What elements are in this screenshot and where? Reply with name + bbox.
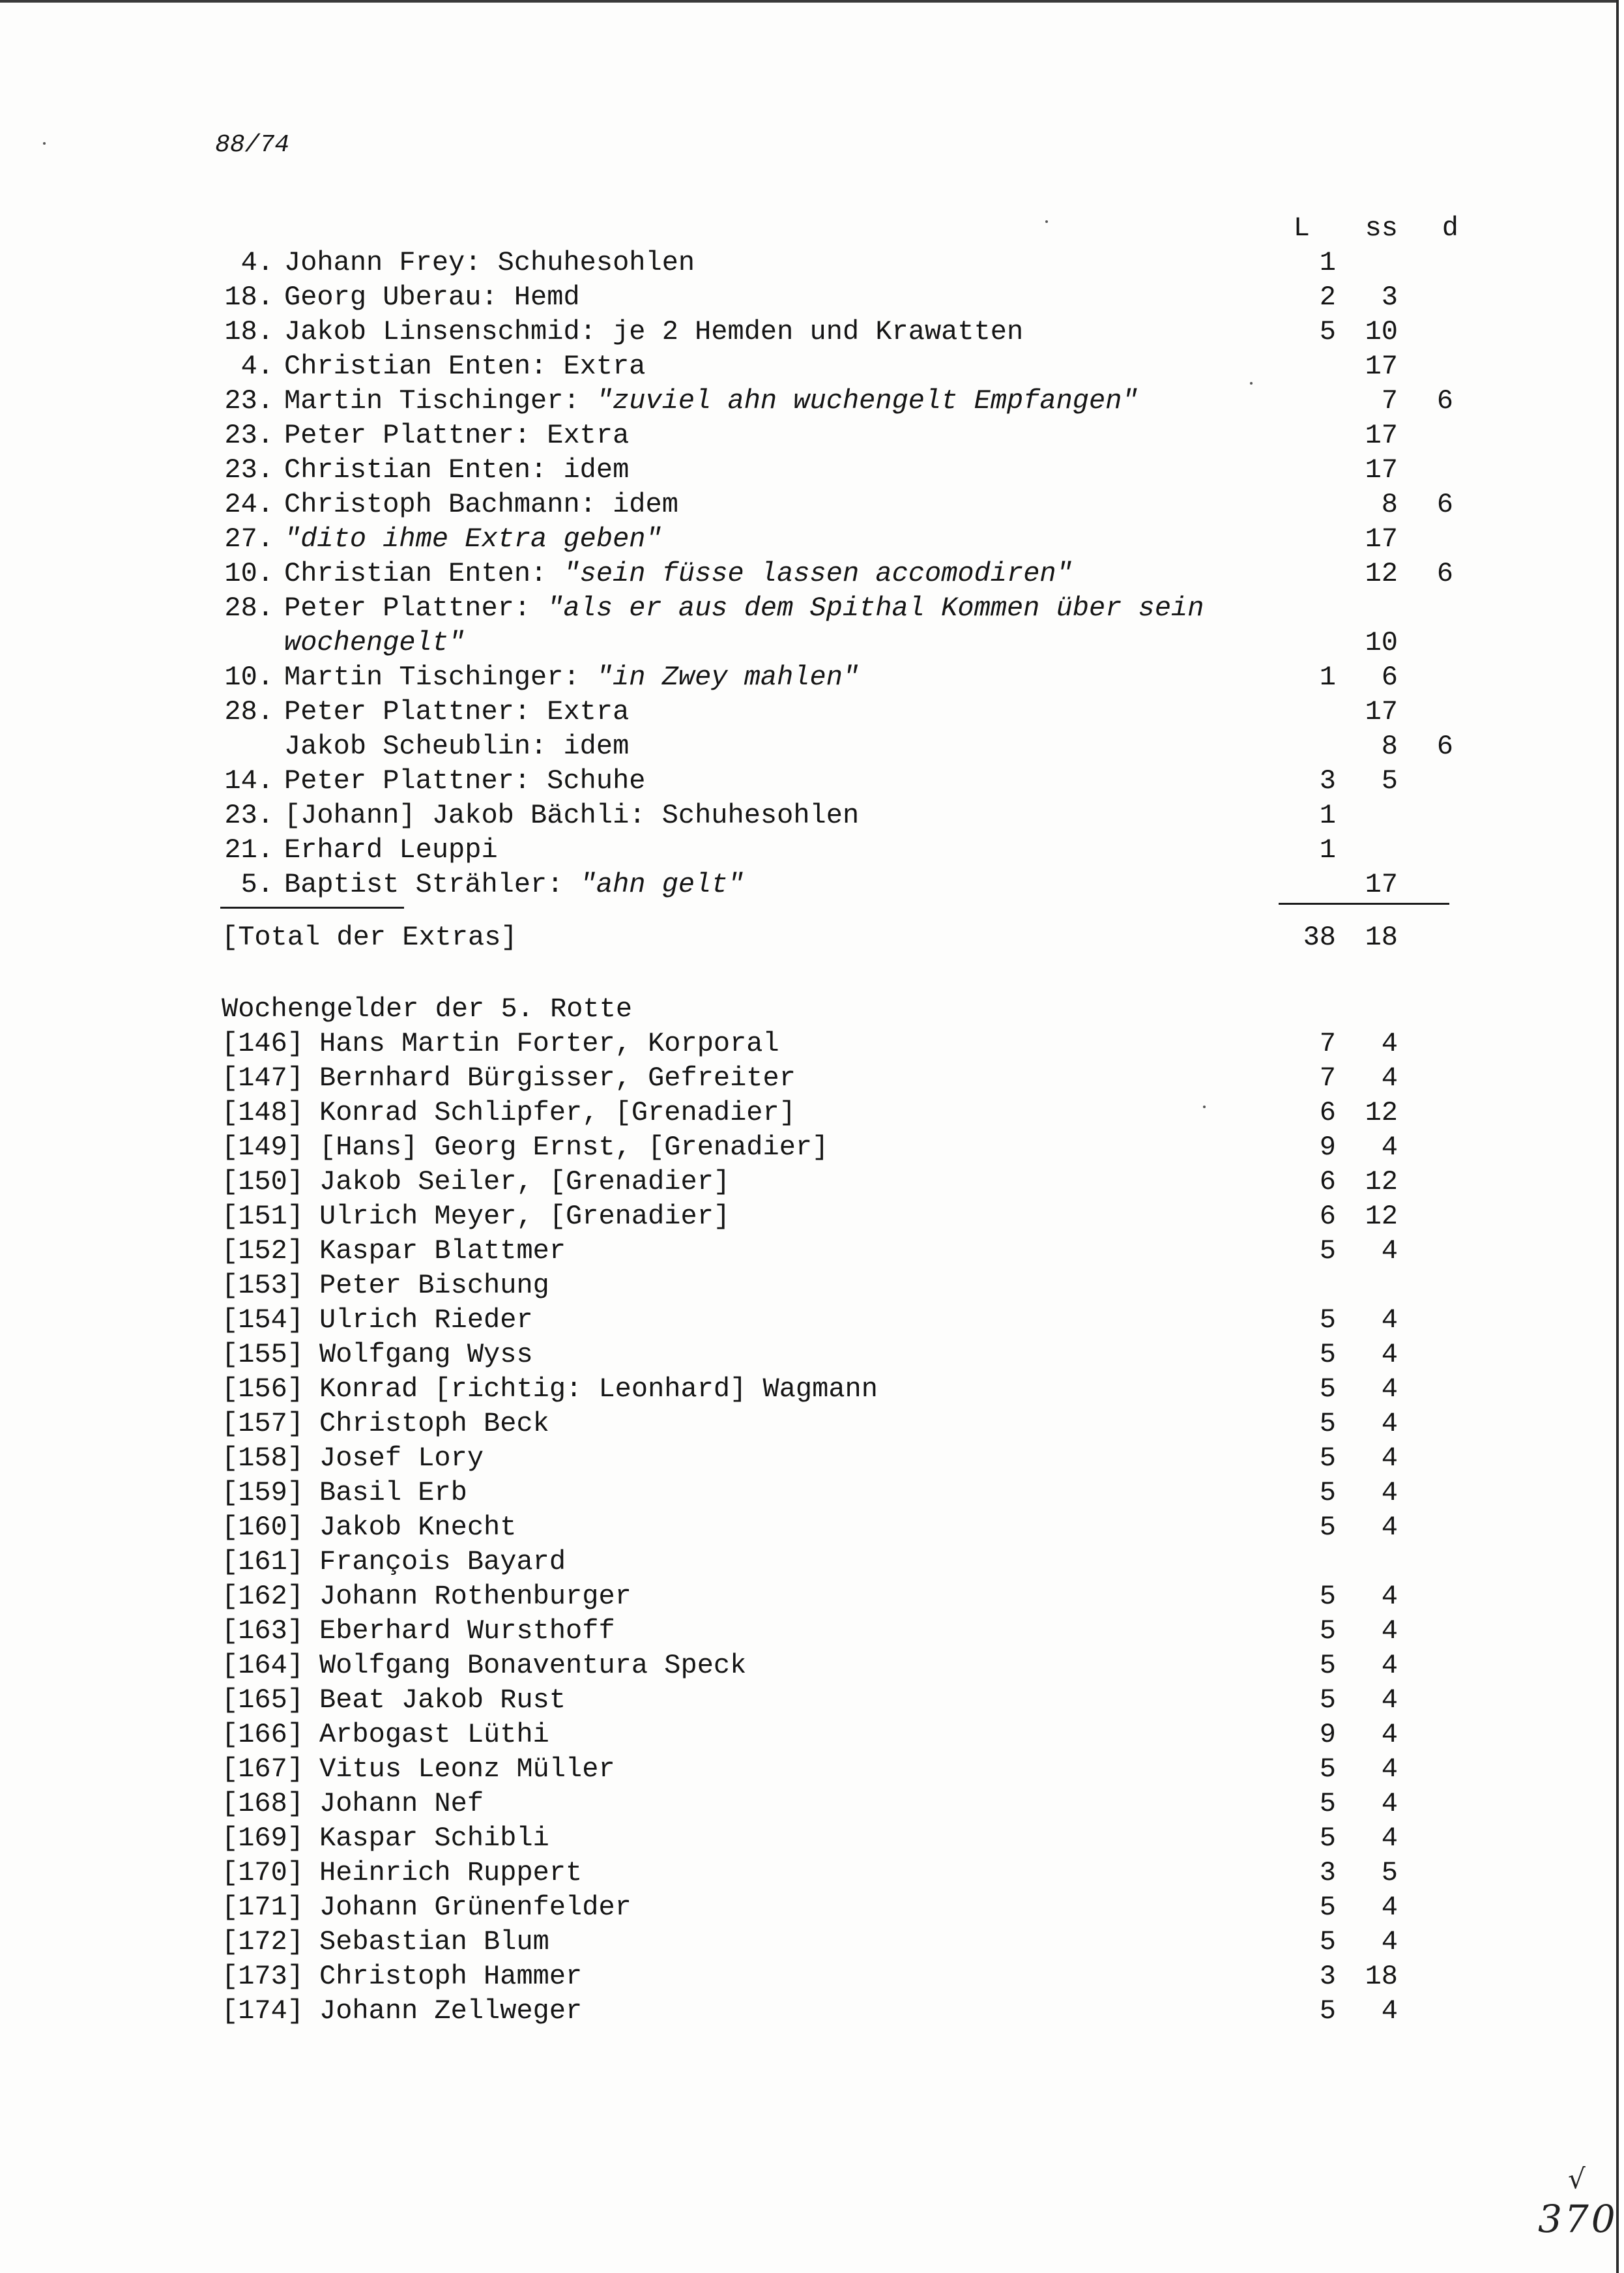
extra-d: 6 [1436,385,1453,417]
weekly-row [0,1545,1616,1579]
weekly-ss: 4 [1381,1304,1398,1336]
weekly-name: Basil Erb [319,1477,467,1508]
weekly-row [0,1856,1616,1890]
weekly-name: François Bayard [319,1546,566,1577]
weekly-row [0,1061,1616,1096]
weekly-number: [163] [222,1615,304,1647]
weekly-l: 5 [1319,1581,1336,1612]
weekly-l: 5 [1319,1684,1336,1716]
extra-day: 23. [224,420,274,451]
weekly-number: [150] [222,1166,304,1197]
weekly-ss: 4 [1381,1373,1398,1405]
extra-row [0,418,1616,453]
extra-text [284,660,859,695]
extra-label: [Johann] Jakob Bächli: Schuhesohlen [284,800,860,831]
weekly-name: Bernhard Bürgisser, Gefreiter [319,1063,796,1094]
weekly-row [0,1510,1616,1545]
top-border [0,0,1616,3]
extra-row [0,453,1616,488]
column-header-ss: ss [1365,213,1398,244]
weekly-heading: Wochengelder der 5. Rotte [222,993,633,1025]
weekly-l: 5 [1319,1339,1336,1370]
weekly-name: Wolfgang Wyss [319,1339,533,1370]
weekly-name: Heinrich Ruppert [319,1857,583,1888]
extra-ss: 6 [1381,662,1398,693]
extra-label: Christian Enten: Extra [284,351,646,382]
weekly-l: 5 [1319,1408,1336,1439]
weekly-l: 5 [1319,1443,1336,1474]
weekly-name: Vitus Leonz Müller [319,1753,615,1785]
extra-day: 28. [224,593,274,624]
extra-text [284,764,646,799]
weekly-ss: 4 [1381,1684,1398,1716]
extra-d: 6 [1436,731,1453,762]
extra-l: 2 [1319,282,1336,313]
weekly-ss: 4 [1381,1753,1398,1785]
weekly-ss: 4 [1381,1443,1398,1474]
weekly-ss: 18 [1365,1961,1398,1992]
extra-text [284,695,629,729]
weekly-row [0,1994,1616,2029]
weekly-name: [Hans] Georg Ernst, [Grenadier] [319,1132,829,1163]
extra-label: Martin Tischinger: [284,662,596,693]
extra-text [284,280,580,315]
weekly-ss: 4 [1381,1408,1398,1439]
extra-text [284,384,1138,418]
weekly-row [0,1959,1616,1994]
extra-text [284,522,662,557]
extra-label: Georg Uberau: Hemd [284,282,580,313]
weekly-ss: 4 [1381,1028,1398,1059]
extra-day: 5. [240,869,274,900]
extra-quote: "in Zwey mahlen" [596,662,860,693]
weekly-ss: 4 [1381,1581,1398,1612]
extra-ss: 5 [1381,765,1398,797]
weekly-number: [159] [222,1477,304,1508]
weekly-row [0,1303,1616,1338]
weekly-row [0,1338,1616,1372]
extra-text [284,833,498,868]
weekly-l: 7 [1319,1028,1336,1059]
weekly-name: Johann Zellweger [319,1995,583,2027]
weekly-ss: 4 [1381,1235,1398,1267]
extra-day: 27. [224,523,274,555]
extra-label: Peter Plattner: Schuhe [284,765,646,797]
extra-row [0,764,1616,799]
weekly-number: [154] [222,1304,304,1336]
extra-label: Erhard Leuppi [284,834,498,866]
extra-text [284,591,1204,626]
weekly-name: Ulrich Rieder [319,1304,533,1336]
weekly-row [0,1130,1616,1165]
extra-d: 6 [1436,558,1453,589]
weekly-number: [164] [222,1650,304,1681]
extra-ss: 17 [1365,351,1398,382]
weekly-number: [149] [222,1132,304,1163]
weekly-row [0,1683,1616,1718]
weekly-name: Peter Bischung [319,1270,549,1301]
weekly-ss: 4 [1381,1339,1398,1370]
extra-label: Johann Frey: Schuhesohlen [284,247,695,278]
weekly-row [0,1234,1616,1268]
extra-text [284,315,1023,349]
extra-text [284,418,629,453]
extra-label: Martin Tischinger: [284,385,596,417]
weekly-number: [172] [222,1926,304,1958]
weekly-ss: 12 [1365,1097,1398,1128]
weekly-ss: 4 [1381,1719,1398,1750]
scan-speck [1250,382,1253,385]
extra-ss: 8 [1381,489,1398,520]
weekly-l: 5 [1319,1615,1336,1647]
weekly-number: [157] [222,1408,304,1439]
extra-text [284,349,646,384]
extra-text [284,453,629,488]
weekly-ss: 4 [1381,1995,1398,2027]
weekly-name: Johann Rothenburger [319,1581,631,1612]
weekly-l: 5 [1319,1788,1336,1819]
extra-day: 4. [240,247,274,278]
extra-day: 10. [224,558,274,589]
extra-quote: wochengelt" [284,627,465,658]
extra-quote: "sein füsse lassen accomodiren" [563,558,1073,589]
extra-label: Jakob Scheublin: idem [284,731,630,762]
weekly-row [0,1165,1616,1199]
extra-text [284,626,465,660]
extra-ss: 17 [1365,696,1398,727]
extra-ss: 7 [1381,385,1398,417]
extra-l: 5 [1319,316,1336,347]
weekly-name: Eberhard Wursthoff [319,1615,615,1647]
extra-row [0,522,1616,557]
weekly-number: [161] [222,1546,304,1577]
weekly-heading-row [0,992,1616,1027]
extra-row [0,868,1616,902]
weekly-row [0,1476,1616,1510]
left-underline [220,907,404,909]
weekly-l: 9 [1319,1719,1336,1750]
extra-text [284,799,859,833]
extra-row [0,591,1616,626]
weekly-ss: 4 [1381,1477,1398,1508]
extra-text [284,868,744,902]
weekly-l: 5 [1319,1650,1336,1681]
extra-label: Christoph Bachmann: idem [284,489,678,520]
weekly-name: Jakob Seiler, [Grenadier] [319,1166,731,1197]
weekly-row [0,1787,1616,1821]
weekly-row [0,1925,1616,1959]
extra-label: Peter Plattner: Extra [284,696,630,727]
weekly-name: Jakob Knecht [319,1512,517,1543]
extra-ss: 8 [1381,731,1398,762]
extra-row [0,557,1616,591]
extra-day: 23. [224,454,274,486]
weekly-name: Josef Lory [319,1443,484,1474]
weekly-name: Konrad Schlipfer, [Grenadier] [319,1097,796,1128]
sum-rule [1279,903,1449,905]
extra-text [284,246,695,280]
weekly-number: [155] [222,1339,304,1370]
extra-day: 23. [224,800,274,831]
weekly-l: 5 [1319,1823,1336,1854]
extra-ss: 17 [1365,420,1398,451]
extra-label: Peter Plattner: [284,593,547,624]
extra-text [284,729,629,764]
weekly-l: 5 [1319,1995,1336,2027]
weekly-number: [166] [222,1719,304,1750]
extra-row [0,799,1616,833]
weekly-number: [167] [222,1753,304,1785]
total-label: [Total der Extras] [222,922,517,953]
extra-l: 1 [1319,662,1336,693]
extra-row [0,488,1616,522]
scan-speck [1045,220,1048,223]
weekly-name: Wolfgang Bonaventura Speck [319,1650,747,1681]
weekly-ss: 4 [1381,1063,1398,1094]
extra-day: 14. [224,765,274,797]
weekly-l: 6 [1319,1166,1336,1197]
extra-l: 1 [1319,834,1336,866]
weekly-number: [156] [222,1373,304,1405]
extra-text [284,488,678,522]
weekly-ss: 4 [1381,1132,1398,1163]
extra-row [0,695,1616,729]
weekly-ss: 4 [1381,1512,1398,1543]
weekly-l: 3 [1319,1961,1336,1992]
weekly-row [0,1096,1616,1130]
weekly-number: [165] [222,1684,304,1716]
weekly-l: 5 [1319,1373,1336,1405]
extra-ss: 10 [1365,627,1398,658]
column-header-d: d [1442,213,1458,244]
extra-ss: 17 [1365,869,1398,900]
extra-day: 18. [224,282,274,313]
extra-quote: "ahn gelt" [579,869,744,900]
weekly-number: [153] [222,1270,304,1301]
extra-row [0,833,1616,868]
extra-row [0,729,1616,764]
weekly-l: 6 [1319,1097,1336,1128]
weekly-row [0,1821,1616,1856]
weekly-row [0,1441,1616,1476]
extra-l: 1 [1319,247,1336,278]
weekly-ss: 5 [1381,1857,1398,1888]
scan-speck [43,142,46,145]
scan-speck [1203,1106,1206,1108]
extra-row [0,384,1616,418]
extra-row [0,246,1616,280]
page-number: 370 [1538,2197,1618,2241]
weekly-row [0,1890,1616,1925]
weekly-number: [169] [222,1823,304,1854]
weekly-l: 6 [1319,1201,1336,1232]
document-reference: 88/74 [215,131,290,159]
weekly-ss: 12 [1365,1201,1398,1232]
weekly-number: [168] [222,1788,304,1819]
weekly-row [0,1199,1616,1234]
weekly-l: 9 [1319,1132,1336,1163]
extra-day: 21. [224,834,274,866]
extra-day: 18. [224,316,274,347]
extra-quote: "dito ihme Extra geben" [284,523,662,555]
weekly-row [0,1027,1616,1061]
extra-label: Peter Plattner: Extra [284,420,630,451]
weekly-row [0,1268,1616,1303]
weekly-row [0,1407,1616,1441]
weekly-ss: 4 [1381,1650,1398,1681]
extra-l: 1 [1319,800,1336,831]
weekly-ss: 4 [1381,1823,1398,1854]
extra-row [0,349,1616,384]
weekly-l: 5 [1319,1753,1336,1785]
weekly-name: Beat Jakob Rust [319,1684,566,1716]
extra-label: Christian Enten: [284,558,564,589]
weekly-name: Kaspar Blattmer [319,1235,566,1267]
weekly-row [0,1649,1616,1683]
weekly-name: Kaspar Schibli [319,1823,549,1854]
extra-row [0,660,1616,695]
weekly-row [0,1718,1616,1752]
weekly-row [0,1372,1616,1407]
weekly-name: Arbogast Lüthi [319,1719,549,1750]
weekly-ss: 12 [1365,1166,1398,1197]
weekly-l: 5 [1319,1235,1336,1267]
weekly-number: [147] [222,1063,304,1094]
weekly-ss: 4 [1381,1926,1398,1958]
extra-ss: 17 [1365,523,1398,555]
extra-ss: 3 [1381,282,1398,313]
total-l: 38 [1303,922,1336,953]
weekly-number: [171] [222,1892,304,1923]
extra-label: Jakob Linsenschmid: je 2 Hemden und Krawatten [284,316,1024,347]
extra-ss: 10 [1365,316,1398,347]
extra-label: Christian Enten: idem [284,454,630,486]
weekly-number: [148] [222,1097,304,1128]
weekly-number: [162] [222,1581,304,1612]
weekly-number: [151] [222,1201,304,1232]
weekly-number: [158] [222,1443,304,1474]
extra-quote: "als er aus dem Spithal Kommen über sein [547,593,1204,624]
weekly-l: 5 [1319,1304,1336,1336]
weekly-l: 3 [1319,1857,1336,1888]
weekly-l: 5 [1319,1926,1336,1958]
extra-label: Baptist Strähler: [284,869,580,900]
extra-day: 4. [240,351,274,382]
weekly-name: Hans Martin Forter, Korporal [319,1028,779,1059]
weekly-row [0,1752,1616,1787]
extra-day: 10. [224,662,274,693]
total-row [0,920,1616,955]
weekly-number: [173] [222,1961,304,1992]
weekly-name: Johann Grünenfelder [319,1892,631,1923]
weekly-name: Konrad [richtig: Leonhard] Wagmann [319,1373,878,1405]
extra-d: 6 [1436,489,1453,520]
weekly-number: [170] [222,1857,304,1888]
column-header-l: L [1293,213,1310,244]
weekly-row [0,1614,1616,1649]
extra-ss: 17 [1365,454,1398,486]
weekly-name: Christoph Beck [319,1408,549,1439]
extra-day: 28. [224,696,274,727]
weekly-number: [146] [222,1028,304,1059]
extra-l: 3 [1319,765,1336,797]
extra-row [0,280,1616,315]
weekly-ss: 4 [1381,1892,1398,1923]
check-mark-icon: √ [1568,2163,1586,2195]
extra-day: 23. [224,385,274,417]
weekly-l: 7 [1319,1063,1336,1094]
extra-ss: 12 [1365,558,1398,589]
weekly-row [0,1579,1616,1614]
weekly-l: 5 [1319,1477,1336,1508]
extra-quote: "zuviel ahn wuchengelt Empfangen" [596,385,1138,417]
weekly-l: 5 [1319,1892,1336,1923]
weekly-number: [160] [222,1512,304,1543]
weekly-name: Johann Nef [319,1788,484,1819]
extra-row [0,626,1616,660]
weekly-number: [152] [222,1235,304,1267]
extra-text [284,557,1073,591]
weekly-number: [174] [222,1995,304,2027]
weekly-ss: 4 [1381,1615,1398,1647]
weekly-name: Christoph Hammer [319,1961,583,1992]
total-ss: 18 [1365,922,1398,953]
extra-row [0,315,1616,349]
weekly-ss: 4 [1381,1788,1398,1819]
extra-day: 24. [224,489,274,520]
weekly-name: Sebastian Blum [319,1926,549,1958]
weekly-l: 5 [1319,1512,1336,1543]
weekly-name: Ulrich Meyer, [Grenadier] [319,1201,731,1232]
